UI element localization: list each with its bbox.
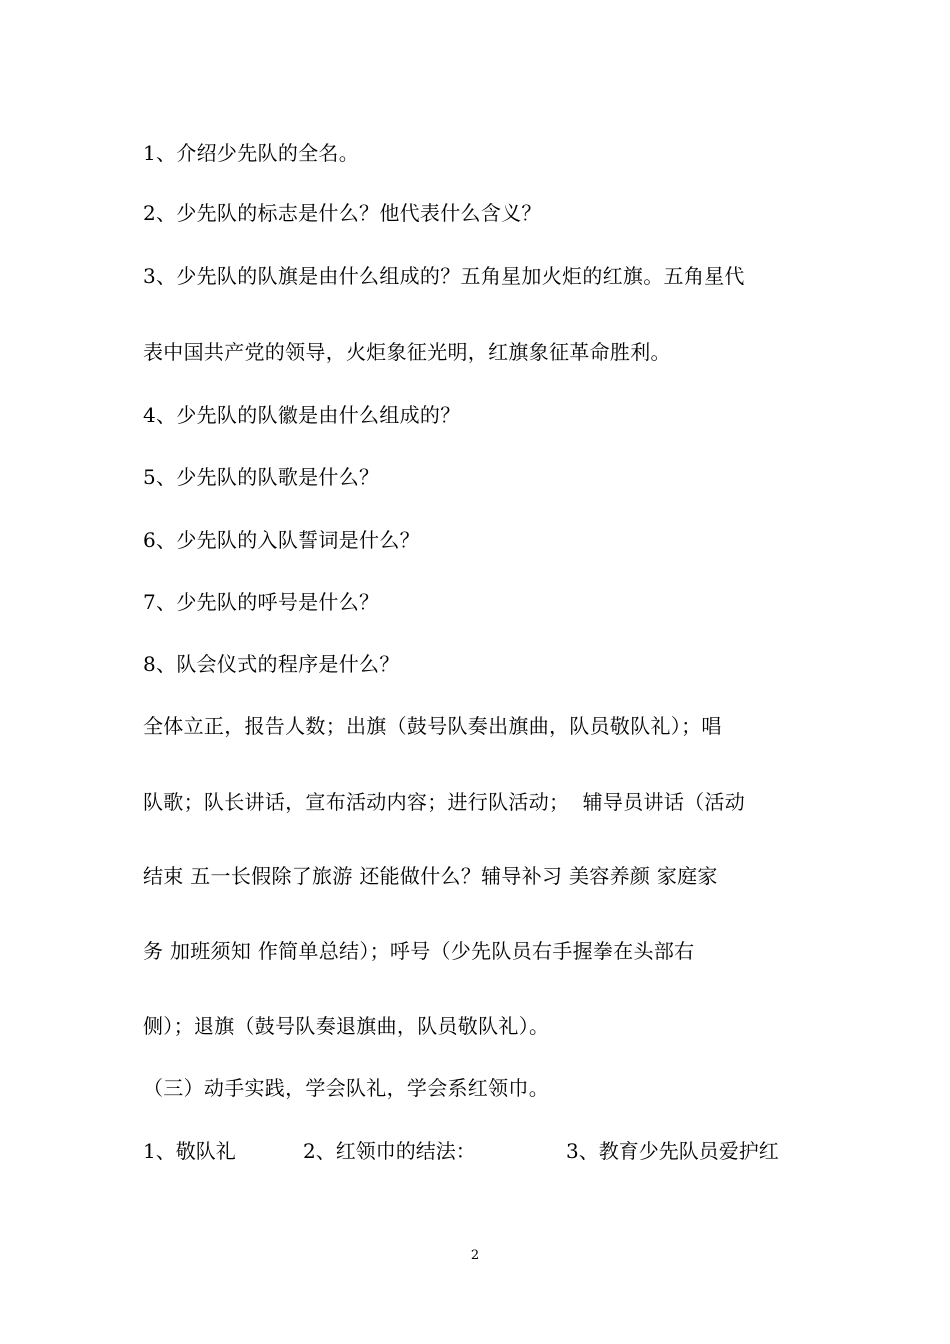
text-line: 结束 五一长假除了旅游 还能做什么？辅导补习 美容养颜 家庭家 [143, 864, 718, 888]
text-line: 8、队会仪式的程序是什么？ [143, 652, 400, 676]
text-line: 1、介绍少先队的全名。 [143, 141, 360, 165]
text-line: 表中国共产党的领导，火炬象征光明，红旗象征革命胜利。 [143, 340, 671, 364]
text-line: 侧）；退旗（鼓号队奏退旗曲，队员敬队礼）。 [143, 1014, 550, 1038]
text-line: 6、少先队的入队誓词是什么？ [143, 528, 420, 552]
text-line: 3、少先队的队旗是由什么组成的？五角星加火炬的红旗。五角星代 [143, 264, 745, 288]
text-line: 队歌；队长讲话，宣布活动内容；进行队活动； 辅导员讲话（活动 [143, 790, 746, 814]
text-line: 7、少先队的呼号是什么？ [143, 590, 380, 614]
text-line-items [143, 1137, 813, 1165]
page-number: 2 [470, 1248, 480, 1263]
text-line: 务 加班须知 作简单总结）；呼号（少先队员右手握拳在头部右 [143, 939, 695, 963]
text-line: 5、少先队的队歌是什么？ [143, 465, 380, 489]
item-care-scarf: 3、教育少先队员爱护红 [566, 1139, 779, 1163]
text-line: 2、少先队的标志是什么？他代表什么含义？ [143, 201, 542, 225]
text-line: 4、少先队的队徽是由什么组成的？ [143, 403, 461, 427]
text-line: （三）动手实践，学会队礼，学会系红领巾。 [143, 1076, 549, 1100]
item-salute: 1、敬队礼 [143, 1139, 236, 1163]
text-line: 全体立正，报告人数；出旗（鼓号队奏出旗曲，队员敬队礼）；唱 [143, 714, 722, 738]
item-scarf-knot: 2、红领巾的结法： [303, 1139, 476, 1163]
